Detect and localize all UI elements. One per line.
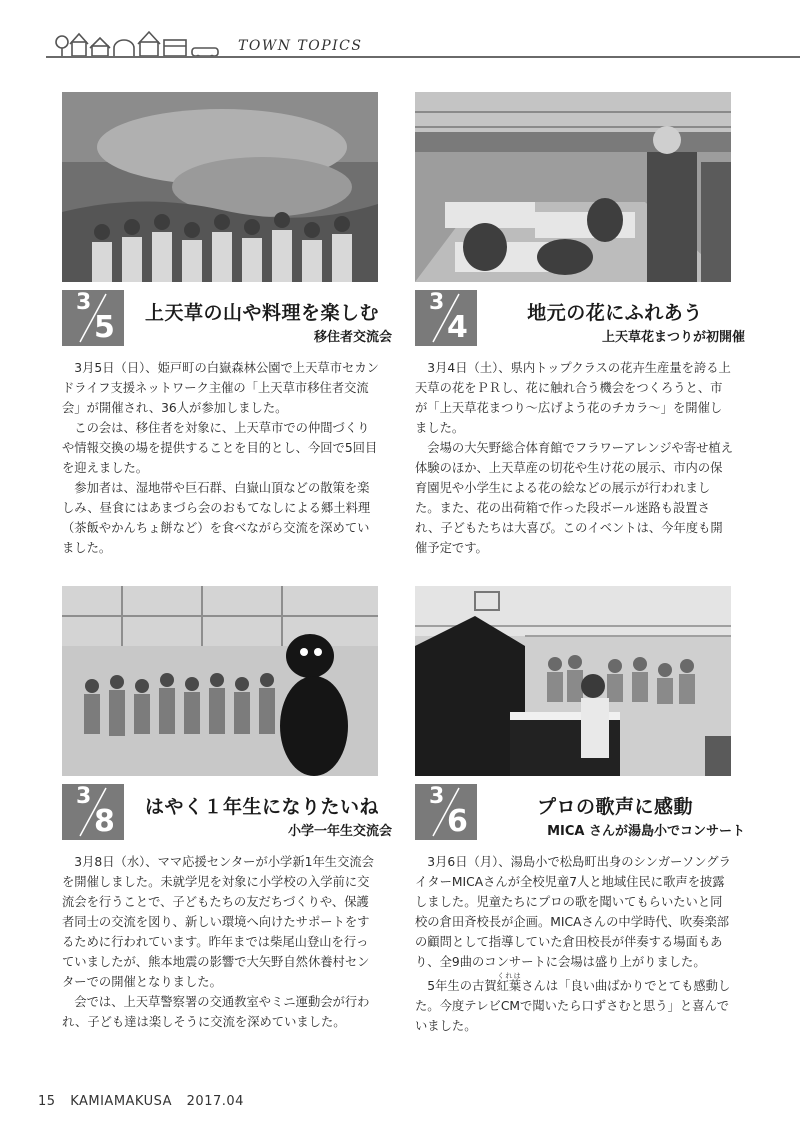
- text: 5年生の古賀: [427, 979, 497, 993]
- paragraph: 3月8日（水）、ママ応援センターが小学新1年生交流会を開催しました。未就学児を対象に小学校の入学前に交流会を行うことで、子どもたちの友だちづくりや、保護者同士の交流を図り、新しい環境へ向けたサポートをするために行われています。昨年までは柴尾山登山を行っていましたが、熊本地震の影響で大矢野自然休養村センターでの開催となりました。: [62, 855, 374, 989]
- date-badge: [62, 784, 124, 840]
- article-flower-festival: [415, 92, 747, 555]
- article-first-graders: [62, 586, 394, 1029]
- paragraph: 3月5日（日）、姫戸町の白嶽森林公園で上天草市セカンドライフ支援ネットワーク主催の「上天草市移住者交流会」が開催され、36人が参加しました。: [62, 361, 379, 415]
- article-headline: 地元の花にふれあう: [527, 302, 703, 324]
- article-subheadline: MICA さんが湯島小でコンサート: [547, 824, 745, 839]
- date-badge: [62, 290, 124, 346]
- article-body: [415, 358, 733, 558]
- paragraph-with-ruby: [415, 972, 733, 1036]
- paragraph: 会場の大矢野総合体育館でフラワーアレンジや寄せ植え体験のほか、上天草産の切花や生け花の展示、市内の保育園児や小学生による花の絵などの展示が行われました。また、花の出荷箱で作った段ボール迷路も設置され、子どもたちは大喜び。このイベントは、今年度も開催予定です。: [415, 441, 733, 555]
- date-day: 8: [94, 804, 115, 839]
- date-day: 5: [94, 310, 115, 345]
- photo-children-with-mascot: [62, 586, 378, 776]
- article-hiking: [62, 92, 394, 555]
- date-badge: [415, 784, 477, 840]
- date-day: 4: [447, 310, 468, 345]
- page-number: 15: [38, 1094, 56, 1109]
- article-concert: [415, 586, 747, 1033]
- paragraph: この会は、移住者を対象に、上天草市での仲間づくりや情報交換の場を提供することを目的とし、今回で5回目を迎えました。: [62, 421, 378, 475]
- header-rule: [46, 56, 800, 58]
- photo-singer-at-piano: [415, 586, 731, 776]
- photo-flower-event: [415, 92, 731, 282]
- ruby-name: [496, 972, 522, 993]
- ruby-base: 紅葉: [496, 979, 522, 993]
- article-body: [62, 358, 380, 558]
- paragraph: 3月4日（土）、県内トップクラスの花卉生産量を誇る上天草の花をＰＲし、花に触れ合う機会をつくろうと、市が「上天草花まつり～広げよう花のチカラ～」を開催しました。: [415, 361, 731, 435]
- text: さんは「良い曲ばかりでとても感動した。今度テレビCMで聞いたら口ずさむと思う」と喜んでいました。: [415, 979, 731, 1033]
- article-subheadline: 上天草花まつりが初開催: [601, 330, 745, 345]
- date-month: 3: [76, 784, 92, 809]
- article-subheadline: 小学一年生交流会: [287, 824, 392, 839]
- paragraph: 参加者は、湿地帯や巨石群、白嶽山頂などの散策を楽しみ、昼食にはあまづら会のおもてなしによる郷土料理（茶飯やかんちょ餅など）を食べながら交流を深めていました。: [62, 481, 371, 555]
- photo-hikers-at-rock: [62, 92, 378, 282]
- paragraph: 会では、上天草警察署の交通教室やミニ運動会が行われ、子ども達は楽しそうに交流を深めていました。: [62, 995, 370, 1029]
- date-day: 6: [447, 804, 468, 839]
- article-body: [62, 852, 380, 1032]
- article-subheadline: 移住者交流会: [313, 330, 392, 345]
- date-badge: [415, 290, 477, 346]
- page-header: [0, 0, 800, 62]
- section-title: TOWN TOPICS: [238, 38, 363, 54]
- page-footer: [38, 1094, 254, 1109]
- date-month: 3: [429, 784, 445, 809]
- article-headline: 上天草の山や料理を楽しむ: [144, 302, 379, 324]
- date-month: 3: [76, 290, 92, 315]
- paragraph: 3月6日（月）、湯島小で松島町出身のシンガーソングライターMICAさんが全校児童7人と地域住民に歌声を披露しました。児童たちにプロの歌を聞いてもらいたいと同校の倉田斉校長が企画。MICAさんの中学時代、吹奏楽部の顧問として指導していた倉田校長が伴奏する場面もあり、全9曲のコンサートに会場は盛り上がりました。: [415, 855, 731, 969]
- date-month: 3: [429, 290, 445, 315]
- issue-date: 2017.04: [186, 1094, 244, 1109]
- article-headline: はやく１年生になりたいね: [144, 796, 379, 818]
- magazine-name: KAMIAMAKUSA: [70, 1094, 173, 1109]
- ruby-reading: くれは: [496, 972, 522, 980]
- article-headline: プロの歌声に感動: [536, 796, 693, 818]
- article-body: [415, 852, 733, 1036]
